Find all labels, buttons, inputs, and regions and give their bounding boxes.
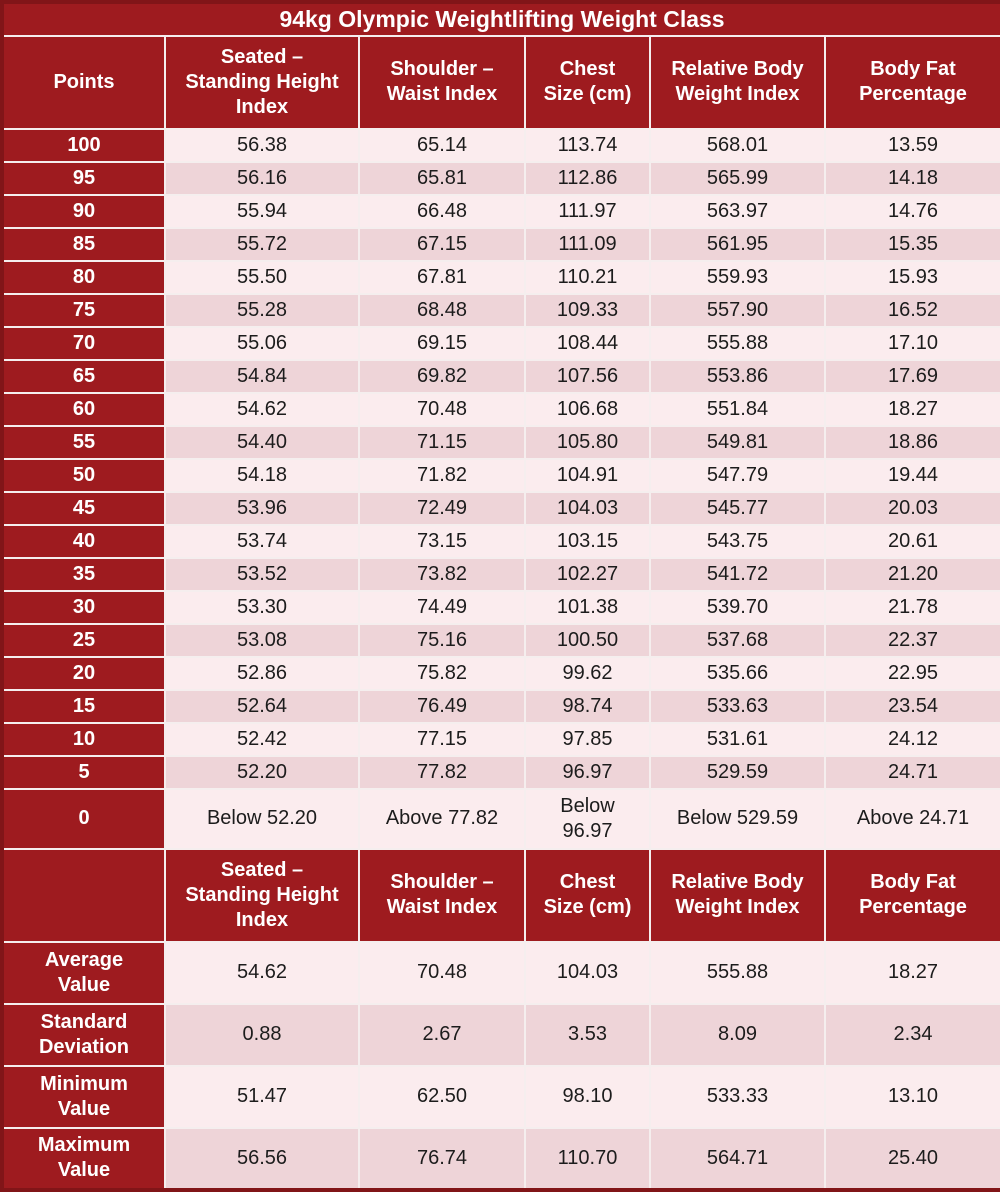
value-cell: 53.74 bbox=[165, 525, 359, 558]
value-cell: 106.68 bbox=[525, 393, 650, 426]
value-cell: 15.35 bbox=[825, 228, 1000, 261]
points-cell: 100 bbox=[2, 129, 165, 162]
table-row bbox=[2, 294, 1000, 327]
value-cell: 52.20 bbox=[165, 756, 359, 789]
value-cell: 18.86 bbox=[825, 426, 1000, 459]
value-cell: 14.76 bbox=[825, 195, 1000, 228]
value-cell: 555.88 bbox=[650, 942, 825, 1004]
table-row bbox=[2, 1066, 1000, 1128]
points-cell: 55 bbox=[2, 426, 165, 459]
value-cell: 104.03 bbox=[525, 942, 650, 1004]
value-cell: 111.97 bbox=[525, 195, 650, 228]
points-cell: 45 bbox=[2, 492, 165, 525]
value-cell: 21.78 bbox=[825, 591, 1000, 624]
points-cell: 5 bbox=[2, 756, 165, 789]
value-cell: 545.77 bbox=[650, 492, 825, 525]
table-row bbox=[2, 162, 1000, 195]
value-cell: 74.49 bbox=[359, 591, 525, 624]
value-cell: 547.79 bbox=[650, 459, 825, 492]
value-cell: 13.59 bbox=[825, 129, 1000, 162]
value-cell: Below 52.20 bbox=[165, 789, 359, 849]
table-row bbox=[2, 1128, 1000, 1190]
summary-label-cell: Minimum Value bbox=[2, 1066, 165, 1128]
score-rows-body bbox=[2, 129, 1000, 849]
column-header: Body Fat Percentage bbox=[825, 849, 1000, 942]
value-cell: 52.86 bbox=[165, 657, 359, 690]
value-cell: 77.82 bbox=[359, 756, 525, 789]
value-cell: 24.12 bbox=[825, 723, 1000, 756]
value-cell: 17.69 bbox=[825, 360, 1000, 393]
table-row bbox=[2, 195, 1000, 228]
summary-label-cell: Average Value bbox=[2, 942, 165, 1004]
column-header: Relative Body Weight Index bbox=[650, 36, 825, 129]
value-cell: 103.15 bbox=[525, 525, 650, 558]
value-cell: 101.38 bbox=[525, 591, 650, 624]
value-cell: 99.62 bbox=[525, 657, 650, 690]
value-cell: 107.56 bbox=[525, 360, 650, 393]
value-cell: 66.48 bbox=[359, 195, 525, 228]
table-row bbox=[2, 492, 1000, 525]
value-cell: 51.47 bbox=[165, 1066, 359, 1128]
value-cell: 112.86 bbox=[525, 162, 650, 195]
value-cell: 97.85 bbox=[525, 723, 650, 756]
value-cell: 18.27 bbox=[825, 942, 1000, 1004]
table-row bbox=[2, 393, 1000, 426]
column-header: Chest Size (cm) bbox=[525, 36, 650, 129]
table-row bbox=[2, 756, 1000, 789]
table-row bbox=[2, 690, 1000, 723]
table-row bbox=[2, 261, 1000, 294]
value-cell: 0.88 bbox=[165, 1004, 359, 1066]
value-cell: 535.66 bbox=[650, 657, 825, 690]
value-cell: 65.81 bbox=[359, 162, 525, 195]
value-cell: 553.86 bbox=[650, 360, 825, 393]
column-header-row bbox=[2, 36, 1000, 129]
column-header: Shoulder – Waist Index bbox=[359, 36, 525, 129]
value-cell: 549.81 bbox=[650, 426, 825, 459]
points-cell: 80 bbox=[2, 261, 165, 294]
value-cell: 559.93 bbox=[650, 261, 825, 294]
value-cell: 71.15 bbox=[359, 426, 525, 459]
value-cell: 54.84 bbox=[165, 360, 359, 393]
value-cell: 13.10 bbox=[825, 1066, 1000, 1128]
points-cell: 35 bbox=[2, 558, 165, 591]
value-cell: 100.50 bbox=[525, 624, 650, 657]
value-cell: 76.49 bbox=[359, 690, 525, 723]
value-cell: 75.82 bbox=[359, 657, 525, 690]
value-cell: 54.62 bbox=[165, 942, 359, 1004]
value-cell: 20.03 bbox=[825, 492, 1000, 525]
value-cell: 14.18 bbox=[825, 162, 1000, 195]
value-cell: 73.82 bbox=[359, 558, 525, 591]
value-cell: 71.82 bbox=[359, 459, 525, 492]
value-cell: 70.48 bbox=[359, 942, 525, 1004]
value-cell: 541.72 bbox=[650, 558, 825, 591]
value-cell: 75.16 bbox=[359, 624, 525, 657]
points-cell: 50 bbox=[2, 459, 165, 492]
value-cell: 55.28 bbox=[165, 294, 359, 327]
value-cell: 8.09 bbox=[650, 1004, 825, 1066]
points-cell: 70 bbox=[2, 327, 165, 360]
points-cell: 30 bbox=[2, 591, 165, 624]
value-cell: 56.38 bbox=[165, 129, 359, 162]
table-row bbox=[2, 723, 1000, 756]
table-row bbox=[2, 459, 1000, 492]
value-cell: 76.74 bbox=[359, 1128, 525, 1190]
value-cell: 539.70 bbox=[650, 591, 825, 624]
points-cell: 60 bbox=[2, 393, 165, 426]
points-cell: 15 bbox=[2, 690, 165, 723]
table-row bbox=[2, 360, 1000, 393]
value-cell: 53.52 bbox=[165, 558, 359, 591]
value-cell: 25.40 bbox=[825, 1128, 1000, 1190]
value-cell: 69.15 bbox=[359, 327, 525, 360]
points-cell: 10 bbox=[2, 723, 165, 756]
value-cell: 104.91 bbox=[525, 459, 650, 492]
value-cell: 15.93 bbox=[825, 261, 1000, 294]
table-row bbox=[2, 558, 1000, 591]
value-cell: 53.96 bbox=[165, 492, 359, 525]
column-header: Body Fat Percentage bbox=[825, 36, 1000, 129]
value-cell: 52.42 bbox=[165, 723, 359, 756]
value-cell: Above 24.71 bbox=[825, 789, 1000, 849]
value-cell: 533.63 bbox=[650, 690, 825, 723]
value-cell: 68.48 bbox=[359, 294, 525, 327]
value-cell: 555.88 bbox=[650, 327, 825, 360]
value-cell: 3.53 bbox=[525, 1004, 650, 1066]
table-title: 94kg Olympic Weightlifting Weight Class bbox=[2, 2, 1000, 36]
value-cell: 110.70 bbox=[525, 1128, 650, 1190]
value-cell: 537.68 bbox=[650, 624, 825, 657]
value-cell: 96.97 bbox=[525, 756, 650, 789]
value-cell: 55.94 bbox=[165, 195, 359, 228]
value-cell: 54.62 bbox=[165, 393, 359, 426]
column-header: Seated – Standing Height Index bbox=[165, 36, 359, 129]
value-cell: 23.54 bbox=[825, 690, 1000, 723]
points-header: Points bbox=[2, 36, 165, 129]
value-cell: 16.52 bbox=[825, 294, 1000, 327]
value-cell: 110.21 bbox=[525, 261, 650, 294]
value-cell: 18.27 bbox=[825, 393, 1000, 426]
value-cell: 111.09 bbox=[525, 228, 650, 261]
column-header: Seated – Standing Height Index bbox=[165, 849, 359, 942]
value-cell: 19.44 bbox=[825, 459, 1000, 492]
value-cell: 531.61 bbox=[650, 723, 825, 756]
value-cell: 561.95 bbox=[650, 228, 825, 261]
points-cell: 0 bbox=[2, 789, 165, 849]
value-cell: 98.74 bbox=[525, 690, 650, 723]
value-cell: 56.56 bbox=[165, 1128, 359, 1190]
value-cell: 24.71 bbox=[825, 756, 1000, 789]
value-cell: 568.01 bbox=[650, 129, 825, 162]
value-cell: 70.48 bbox=[359, 393, 525, 426]
value-cell: 104.03 bbox=[525, 492, 650, 525]
value-cell: 543.75 bbox=[650, 525, 825, 558]
value-cell: 67.15 bbox=[359, 228, 525, 261]
value-cell: 65.14 bbox=[359, 129, 525, 162]
summary-label-cell: Standard Deviation bbox=[2, 1004, 165, 1066]
table-row bbox=[2, 525, 1000, 558]
value-cell: 21.20 bbox=[825, 558, 1000, 591]
value-cell: 55.06 bbox=[165, 327, 359, 360]
value-cell: 563.97 bbox=[650, 195, 825, 228]
value-cell: 54.18 bbox=[165, 459, 359, 492]
value-cell: 55.50 bbox=[165, 261, 359, 294]
value-cell: 67.81 bbox=[359, 261, 525, 294]
points-cell: 40 bbox=[2, 525, 165, 558]
value-cell: 2.34 bbox=[825, 1004, 1000, 1066]
table-row bbox=[2, 624, 1000, 657]
summary-header-row bbox=[2, 849, 1000, 942]
value-cell: 17.10 bbox=[825, 327, 1000, 360]
value-cell: Below 529.59 bbox=[650, 789, 825, 849]
points-cell: 95 bbox=[2, 162, 165, 195]
table-row bbox=[2, 942, 1000, 1004]
value-cell: 98.10 bbox=[525, 1066, 650, 1128]
table-row bbox=[2, 327, 1000, 360]
value-cell: 52.64 bbox=[165, 690, 359, 723]
value-cell: 62.50 bbox=[359, 1066, 525, 1128]
table-row bbox=[2, 426, 1000, 459]
table-row bbox=[2, 789, 1000, 849]
table-row bbox=[2, 228, 1000, 261]
column-header: Shoulder – Waist Index bbox=[359, 849, 525, 942]
value-cell: 55.72 bbox=[165, 228, 359, 261]
value-cell: 108.44 bbox=[525, 327, 650, 360]
value-cell: Above 77.82 bbox=[359, 789, 525, 849]
title-row bbox=[2, 2, 1000, 36]
points-cell: 75 bbox=[2, 294, 165, 327]
table-row bbox=[2, 591, 1000, 624]
value-cell: 2.67 bbox=[359, 1004, 525, 1066]
value-cell: 72.49 bbox=[359, 492, 525, 525]
table-row bbox=[2, 1004, 1000, 1066]
value-cell: 53.30 bbox=[165, 591, 359, 624]
value-cell: 22.95 bbox=[825, 657, 1000, 690]
value-cell: 557.90 bbox=[650, 294, 825, 327]
points-cell: 25 bbox=[2, 624, 165, 657]
table-row bbox=[2, 129, 1000, 162]
value-cell: 551.84 bbox=[650, 393, 825, 426]
value-cell: 54.40 bbox=[165, 426, 359, 459]
value-cell: 105.80 bbox=[525, 426, 650, 459]
value-cell: 69.82 bbox=[359, 360, 525, 393]
value-cell: 53.08 bbox=[165, 624, 359, 657]
value-cell: 73.15 bbox=[359, 525, 525, 558]
value-cell: Below 96.97 bbox=[525, 789, 650, 849]
summary-rows-body bbox=[2, 942, 1000, 1190]
value-cell: 20.61 bbox=[825, 525, 1000, 558]
value-cell: 77.15 bbox=[359, 723, 525, 756]
column-header: Chest Size (cm) bbox=[525, 849, 650, 942]
points-cell: 20 bbox=[2, 657, 165, 690]
points-cell: 85 bbox=[2, 228, 165, 261]
corner-empty-cell bbox=[2, 849, 165, 942]
value-cell: 533.33 bbox=[650, 1066, 825, 1128]
value-cell: 102.27 bbox=[525, 558, 650, 591]
points-cell: 65 bbox=[2, 360, 165, 393]
value-cell: 56.16 bbox=[165, 162, 359, 195]
summary-label-cell: Maximum Value bbox=[2, 1128, 165, 1190]
table-row bbox=[2, 657, 1000, 690]
column-header: Relative Body Weight Index bbox=[650, 849, 825, 942]
value-cell: 564.71 bbox=[650, 1128, 825, 1190]
value-cell: 22.37 bbox=[825, 624, 1000, 657]
value-cell: 565.99 bbox=[650, 162, 825, 195]
value-cell: 109.33 bbox=[525, 294, 650, 327]
value-cell: 529.59 bbox=[650, 756, 825, 789]
points-cell: 90 bbox=[2, 195, 165, 228]
value-cell: 113.74 bbox=[525, 129, 650, 162]
